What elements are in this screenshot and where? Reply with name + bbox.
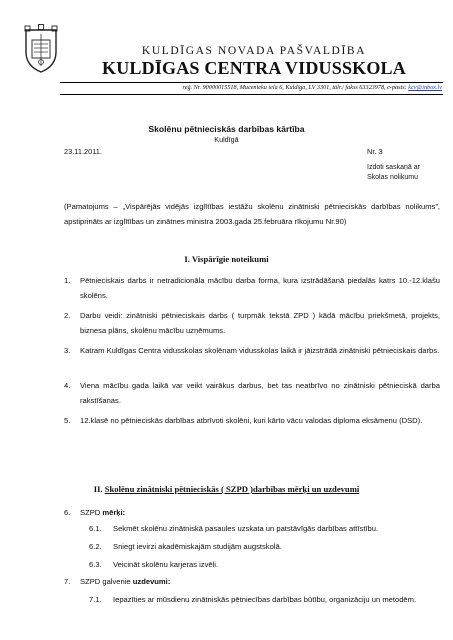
address-text: reģ. Nr. 90000015518, Mucenieku iela 6, Kuldīga, LV 3301, tālr./ fakss 63323978, e-pasts:	[182, 84, 409, 91]
section-2-heading	[0, 484, 453, 494]
section-1-heading	[0, 254, 453, 264]
sub-item-number: 6.1.	[89, 524, 102, 533]
document-place: Kuldīgā	[214, 135, 239, 144]
sub-item	[89, 592, 440, 607]
issued-note-line1: Izdoti saskaņā ar	[367, 164, 420, 171]
item-text: SZPD galvenie	[80, 577, 133, 586]
sub-item-number: 6.3.	[89, 560, 102, 569]
item-number: 6.	[64, 508, 71, 517]
section-2-title: Skolēnu zinātniski pētnieciskās ( SZPD )darbības mērķi un uzdevumi	[104, 484, 360, 494]
list-item	[64, 343, 440, 358]
sub-item	[89, 557, 440, 572]
header-divider-top	[60, 82, 443, 83]
item-number: 3.	[64, 346, 71, 355]
list-item	[64, 273, 440, 303]
section-2-numeral: II.	[93, 484, 103, 494]
school-address	[66, 84, 442, 91]
issued-note	[367, 163, 420, 183]
sub-item	[89, 539, 440, 554]
list-item-tasks	[64, 574, 440, 589]
list-item	[64, 413, 440, 428]
document-title: Skolēnu pētnieciskās darbības kārtība	[148, 124, 305, 134]
section-1-title: Vispārīgie noteikumi	[191, 254, 269, 264]
item-number: 4.	[64, 381, 71, 390]
list-item-goals	[64, 505, 440, 520]
coat-of-arms-icon	[22, 24, 60, 74]
item-text: 12.klasē no pētnieciskās darbības atbrīvoti skolēni, kuri kārto vācu valodas diploma eksāmenu (DSD).	[80, 416, 423, 425]
section-1-numeral: I.	[184, 254, 190, 264]
list-item	[64, 378, 440, 408]
legal-basis: (Pamatojums – „Vispārējās vidējās izglītības iestāžu skolēnu zinātniski pētnieciskās darbības nolikums”, apstiprināts ar izglītības un zinātnes ministra 2003.gada 25.februāra rīkojumu Nr.90)	[64, 202, 440, 226]
email-link[interactable]: kcv@inbox.lv	[408, 84, 442, 91]
sub-item-number: 7.1.	[89, 595, 102, 604]
letterhead	[66, 44, 442, 78]
sub-item-text: Veicināt skolēnu karjeras izvēli.	[113, 560, 219, 569]
school-name: KULDĪGAS CENTRA VIDUSSKOLA	[102, 58, 406, 78]
item-number: 2.	[64, 311, 71, 320]
item-text: Darbu veidi: zinātniski pētnieciskais darbs ( turpmāk tekstā ZPD ) kādā mācību priekšmetā, projekts, biznesa plāns, skolēnu mācību uzņēmums.	[80, 311, 440, 335]
sub-item	[89, 521, 440, 536]
sub-item-text: Sekmēt skolēnu zinātniskā pasaules uzskata un patstāvīgās darbības attīstību.	[113, 524, 379, 533]
tasks-label: uzdevumi:	[132, 577, 171, 586]
goals-label: mērķi:	[102, 508, 126, 517]
document-date: 23.11.2011.	[64, 147, 102, 156]
header-divider-bottom	[60, 94, 443, 95]
item-text: Viena mācību gada laikā var veikt vairākus darbus, bet tas neatbrīvo no zinātniski pētnieciskā darba rakstīšanas.	[80, 381, 440, 405]
item-number: 5.	[64, 416, 71, 425]
sub-item-text: Sniegt ievirzi akadēmiskajām studijām augstskolā.	[113, 542, 282, 551]
municipality-name: KULDĪGAS NOVADA PAŠVALDĪBA	[141, 45, 367, 57]
item-text: SZPD	[80, 508, 103, 517]
document-number: Nr. 3	[367, 147, 383, 156]
item-text: Pētnieciskais darbs ir netradicionāla mācību darba forma, kura izstrādāšanā piedalās katrs 10.-12.klašu skolēns.	[80, 276, 440, 300]
item-number: 1.	[64, 276, 71, 285]
item-number: 7.	[64, 577, 71, 586]
item-text: Katram Kuldīgas Centra vidusskolas skolēnam vidusskolas laikā ir jāizstrādā zinātniski pētnieciskais darbs.	[80, 346, 440, 355]
list-item	[64, 308, 440, 338]
sub-item-number: 6.2.	[89, 542, 102, 551]
issued-note-line2: Skolas nolikumu	[367, 174, 418, 181]
sub-item-text: Iepazīties ar mūsdienu zinātniskās pētniecības darbības būtību, organizāciju un metodēm.	[113, 595, 417, 604]
